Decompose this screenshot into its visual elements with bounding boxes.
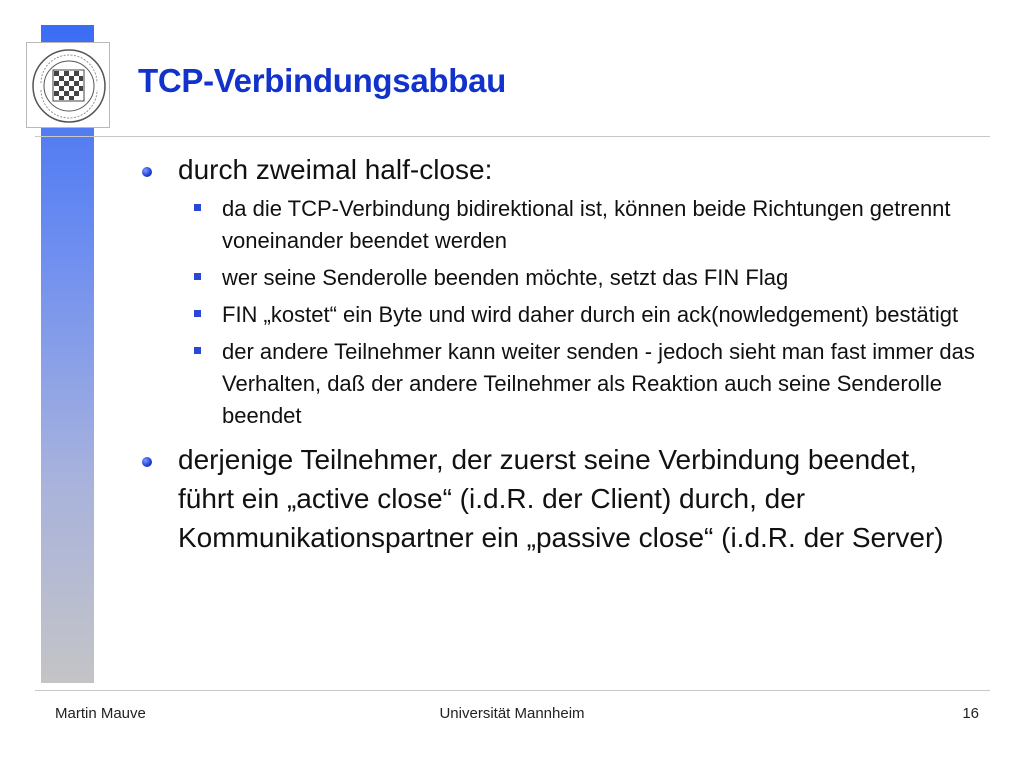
university-seal-icon [27,43,111,129]
sub-bullet-item [138,336,978,432]
bullet-square-icon [194,310,201,317]
footer-author: Martin Mauve [55,705,146,722]
title-divider [35,136,990,137]
sub-bullet-text: da die TCP-Verbindung bidirektional ist, können beide Richtungen getrennt voneinander beendet werden [222,196,951,253]
bullet-square-icon [194,273,201,280]
sub-bullet-list [138,193,978,432]
bullet-item [138,150,978,189]
bullet-text: derjenige Teilnehmer, der zuerst seine Verbindung beendet, führt ein „active close“ (i.d.R. der Client) durch, der Kommunikationspartner ein „passive close“ (i.d.R. der Server) [178,444,944,553]
footer-page-number: 16 [962,705,979,722]
footer-divider [35,690,990,691]
sub-bullet-text: FIN „kostet“ ein Byte und wird daher durch ein ack(nowledgement) bestätigt [222,302,959,327]
slide-title: TCP-Verbindungsabbau [138,62,507,99]
sub-bullet-text: der andere Teilnehmer kann weiter senden - jedoch sieht man fast immer das Verhalten, daß der andere Teilnehmer als Reaktion auch seine Senderolle beendet [222,339,975,428]
university-logo [26,42,110,128]
sub-bullet-item [138,262,978,294]
bullet-square-icon [194,204,201,211]
footer-institution: Universität Mannheim [439,705,585,722]
sub-bullet-item [138,193,978,257]
bullet-dot-icon [142,457,152,467]
bullet-square-icon [194,347,201,354]
sub-bullet-item [138,299,978,331]
bullet-dot-icon [142,167,152,177]
sub-bullet-text: wer seine Senderolle beenden möchte, setzt das FIN Flag [222,265,789,290]
slide-body [138,150,978,557]
bullet-text: durch zweimal half-close: [178,154,493,185]
bullet-item [138,440,978,557]
